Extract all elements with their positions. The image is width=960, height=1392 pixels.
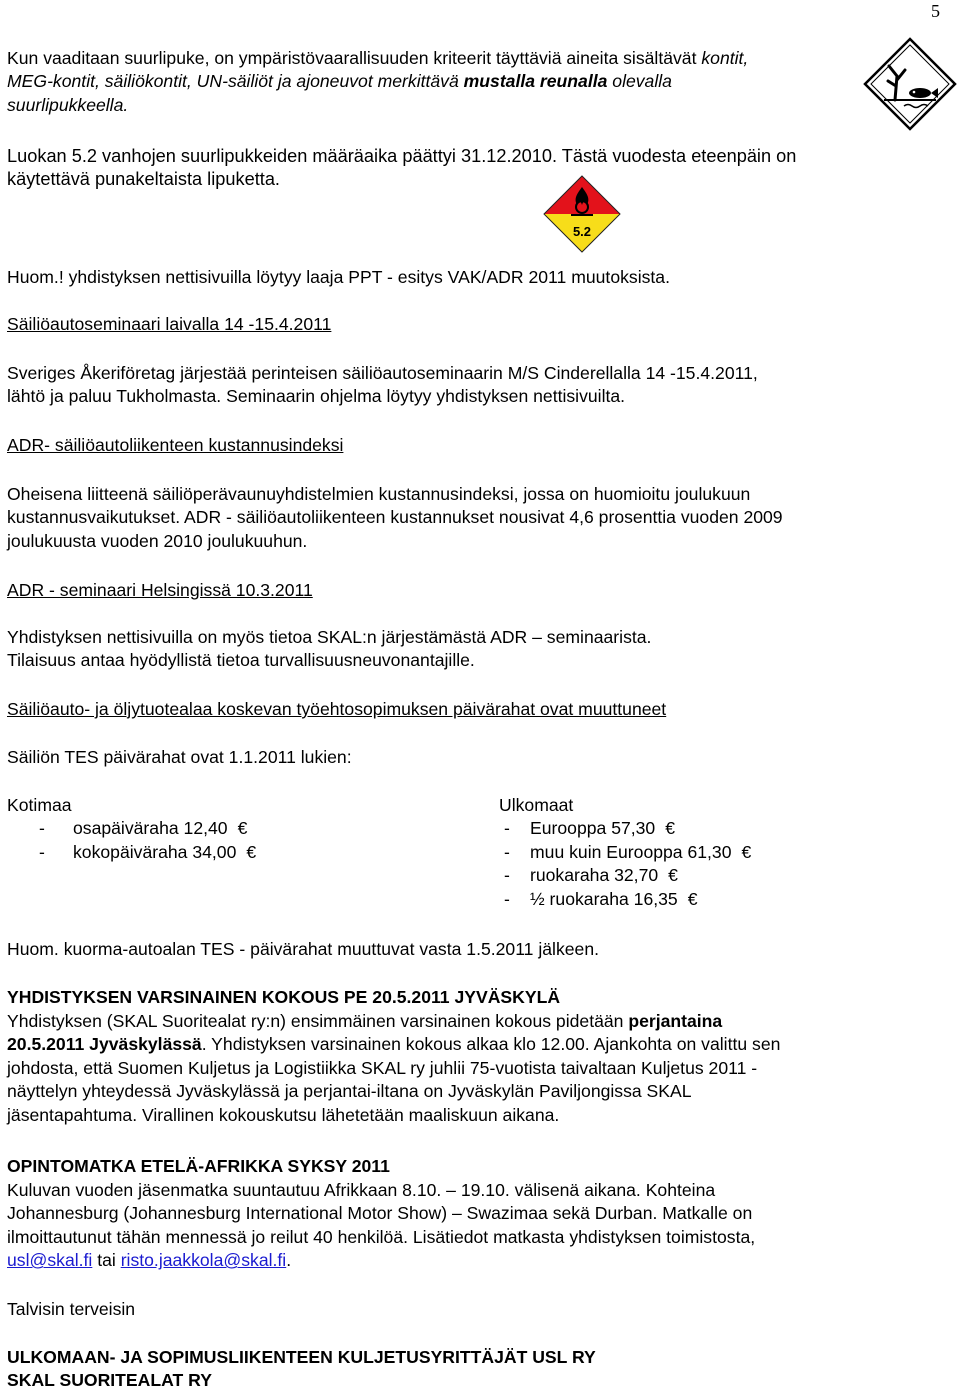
domestic-title: Kotimaa bbox=[7, 795, 72, 815]
intro-text-1: Kun vaaditaan suurlipuke, on ympäristövaarallisuuden kriteerit täyttäviä aineita sisältävät bbox=[7, 48, 702, 68]
email-link-usl[interactable]: usl@skal.fi bbox=[7, 1250, 93, 1271]
tes-intro: Säiliön TES päivärahat ovat 1.1.2011 lukien: bbox=[7, 747, 352, 767]
adr-seminar-text-2: Tilaisuus antaa hyödyllistä tietoa turvallisuusneuvonantajille. bbox=[7, 650, 475, 671]
adr-seminar-heading: ADR - seminaari Helsingissä 10.3.2011 bbox=[7, 580, 313, 600]
intro-text-1-italic: kontit, bbox=[701, 48, 749, 68]
class-5-2-text-2: käytettävä punakeltaista lipuketta. bbox=[7, 169, 280, 190]
seminar-text-1: Sveriges Åkeriföretag järjestää perinteisen säiliöautoseminaarin M/S Cinderellalla 14 -15.4.2011, bbox=[7, 363, 758, 383]
adr-seminar-paragraph bbox=[7, 626, 907, 673]
trip-text-2: Johannesburg (Johannesburg International Motor Show) – Swazimaa sekä Durban. Matkalle on bbox=[7, 1203, 753, 1224]
seminar-text-2: lähtö ja paluu Tukholmasta. Seminaarin ohjelma löytyy yhdistyksen nettisivuilta. bbox=[7, 386, 626, 407]
tes-heading: Säiliöauto- ja öljytuotealaa koskevan työehtosopimuksen päivärahat ovat muuttuneet bbox=[7, 699, 667, 719]
list-item: - ruokaraha 32,70 € bbox=[504, 865, 678, 886]
list-item: - kokopäiväraha 34,00 € bbox=[39, 841, 257, 862]
page-number: 5 bbox=[931, 1, 940, 21]
intro-text-2b: olevalla bbox=[607, 71, 672, 92]
tes-note: Huom. kuorma-autoalan TES - päivärahat muuttuvat vasta 1.5.2011 jälkeen. bbox=[7, 939, 600, 959]
list-item: - ½ ruokaraha 16,35 € bbox=[504, 888, 698, 909]
trip-text-3: ilmoittautunut tähän mennessä jo reilut 40 henkilöä. Lisätiedot matkasta yhdistyksen toimistosta, bbox=[7, 1226, 756, 1247]
trip-heading: OPINTOMATKA ETELÄ-AFRIKKA SYKSY 2011 bbox=[7, 1156, 390, 1176]
trip-end: . bbox=[286, 1250, 292, 1271]
index-text-1: Oheisena liitteenä säiliöperävaunuyhdistelmien kustannusindeksi, jossa on huomioitu joulukuun bbox=[7, 484, 751, 504]
ppt-note: Huom.! yhdistyksen nettisivuilla löytyy laaja PPT - esitys VAK/ADR 2011 muutoksista. bbox=[7, 267, 670, 287]
abroad-allowances bbox=[499, 794, 751, 911]
class-5-2-paragraph bbox=[7, 145, 907, 192]
meeting-text-4: näyttelyn yhteydessä Jyväskylässä ja perjantai-iltana on Jyväskylän Paviljongissa SKAL bbox=[7, 1081, 692, 1102]
index-heading: ADR- säiliöautoliikenteen kustannusindeksi bbox=[7, 435, 344, 455]
meeting-paragraph bbox=[7, 1010, 907, 1127]
intro-paragraph bbox=[7, 47, 907, 117]
intro-text-2-bold: mustalla reunalla bbox=[463, 71, 608, 92]
signature-org-2: SKAL SUORITEALAT RY bbox=[7, 1370, 212, 1390]
intro-text-2a: MEG-kontit, säiliökontit, UN-säiliöt ja ajoneuvot merkittävä bbox=[7, 71, 464, 92]
meeting-text-5: jäsentapahtuma. Virallinen kokouskutsu lähetetään maaliskuun aikana. bbox=[7, 1104, 560, 1125]
meeting-heading: YHDISTYKSEN VARSINAINEN KOKOUS PE 20.5.2011 JYVÄSKYLÄ bbox=[7, 987, 561, 1007]
index-text-3: joulukuusta vuoden 2010 joulukuuhun. bbox=[7, 530, 308, 551]
list-item: - osapäiväraha 12,40 € bbox=[39, 818, 248, 839]
abroad-title: Ulkomaat bbox=[499, 795, 574, 815]
meeting-date-bold: perjantaina bbox=[628, 1011, 723, 1031]
index-text-2: kustannusvaikutukset. ADR - säiliöautoliikenteen kustannukset nousivat 4,6 prosenttia vuoden 2009 bbox=[7, 507, 783, 528]
trip-joiner: tai bbox=[92, 1250, 121, 1271]
intro-text-3: suurlipukkeella. bbox=[7, 94, 129, 115]
list-item: - muu kuin Eurooppa 61,30 € bbox=[504, 841, 752, 862]
seminar-heading: Säiliöautoseminaari laivalla 14 -15.4.2011 bbox=[7, 314, 332, 334]
list-item: - Eurooppa 57,30 € bbox=[504, 818, 676, 839]
seminar-paragraph bbox=[7, 362, 907, 409]
meeting-text-1: Yhdistyksen (SKAL Suoritealat ry:n) ensimmäinen varsinainen kokous pidetään bbox=[7, 1011, 629, 1031]
domestic-allowances bbox=[7, 794, 256, 864]
trip-paragraph bbox=[7, 1179, 907, 1273]
meeting-place-bold: 20.5.2011 Jyväskylässä bbox=[7, 1034, 202, 1055]
index-paragraph bbox=[7, 483, 907, 553]
trip-text-1: Kuluvan vuoden jäsenmatka suuntautuu Afrikkaan 8.10. – 19.10. välisenä aikana. Kohteina bbox=[7, 1180, 716, 1200]
class-label-text: 5.2 bbox=[572, 224, 592, 239]
greeting: Talvisin terveisin bbox=[7, 1299, 136, 1319]
meeting-text-3: johdosta, että Suomen Kuljetus ja Logistiikka SKAL ry juhlii 75-vuotista taivaltaan Kuljetus 2011 - bbox=[7, 1057, 758, 1078]
email-link-risto[interactable]: risto.jaakkola@skal.fi bbox=[120, 1250, 287, 1271]
adr-seminar-text-1: Yhdistyksen nettisivuilla on myös tietoa SKAL:n järjestämästä ADR – seminaarista. bbox=[7, 627, 652, 647]
class-5-2-text-1: Luokan 5.2 vanhojen suurlipukkeiden määräaika päättyi 31.12.2010. Tästä vuodesta eteenpäin on bbox=[7, 146, 797, 166]
signature-org-1: ULKOMAAN- JA SOPIMUSLIIKENTEEN KULJETUSYRITTÄJÄT USL RY bbox=[7, 1347, 596, 1367]
meeting-text-2: . Yhdistyksen varsinainen kokous alkaa klo 12.00. Ajankohta on valittu sen bbox=[201, 1034, 781, 1055]
